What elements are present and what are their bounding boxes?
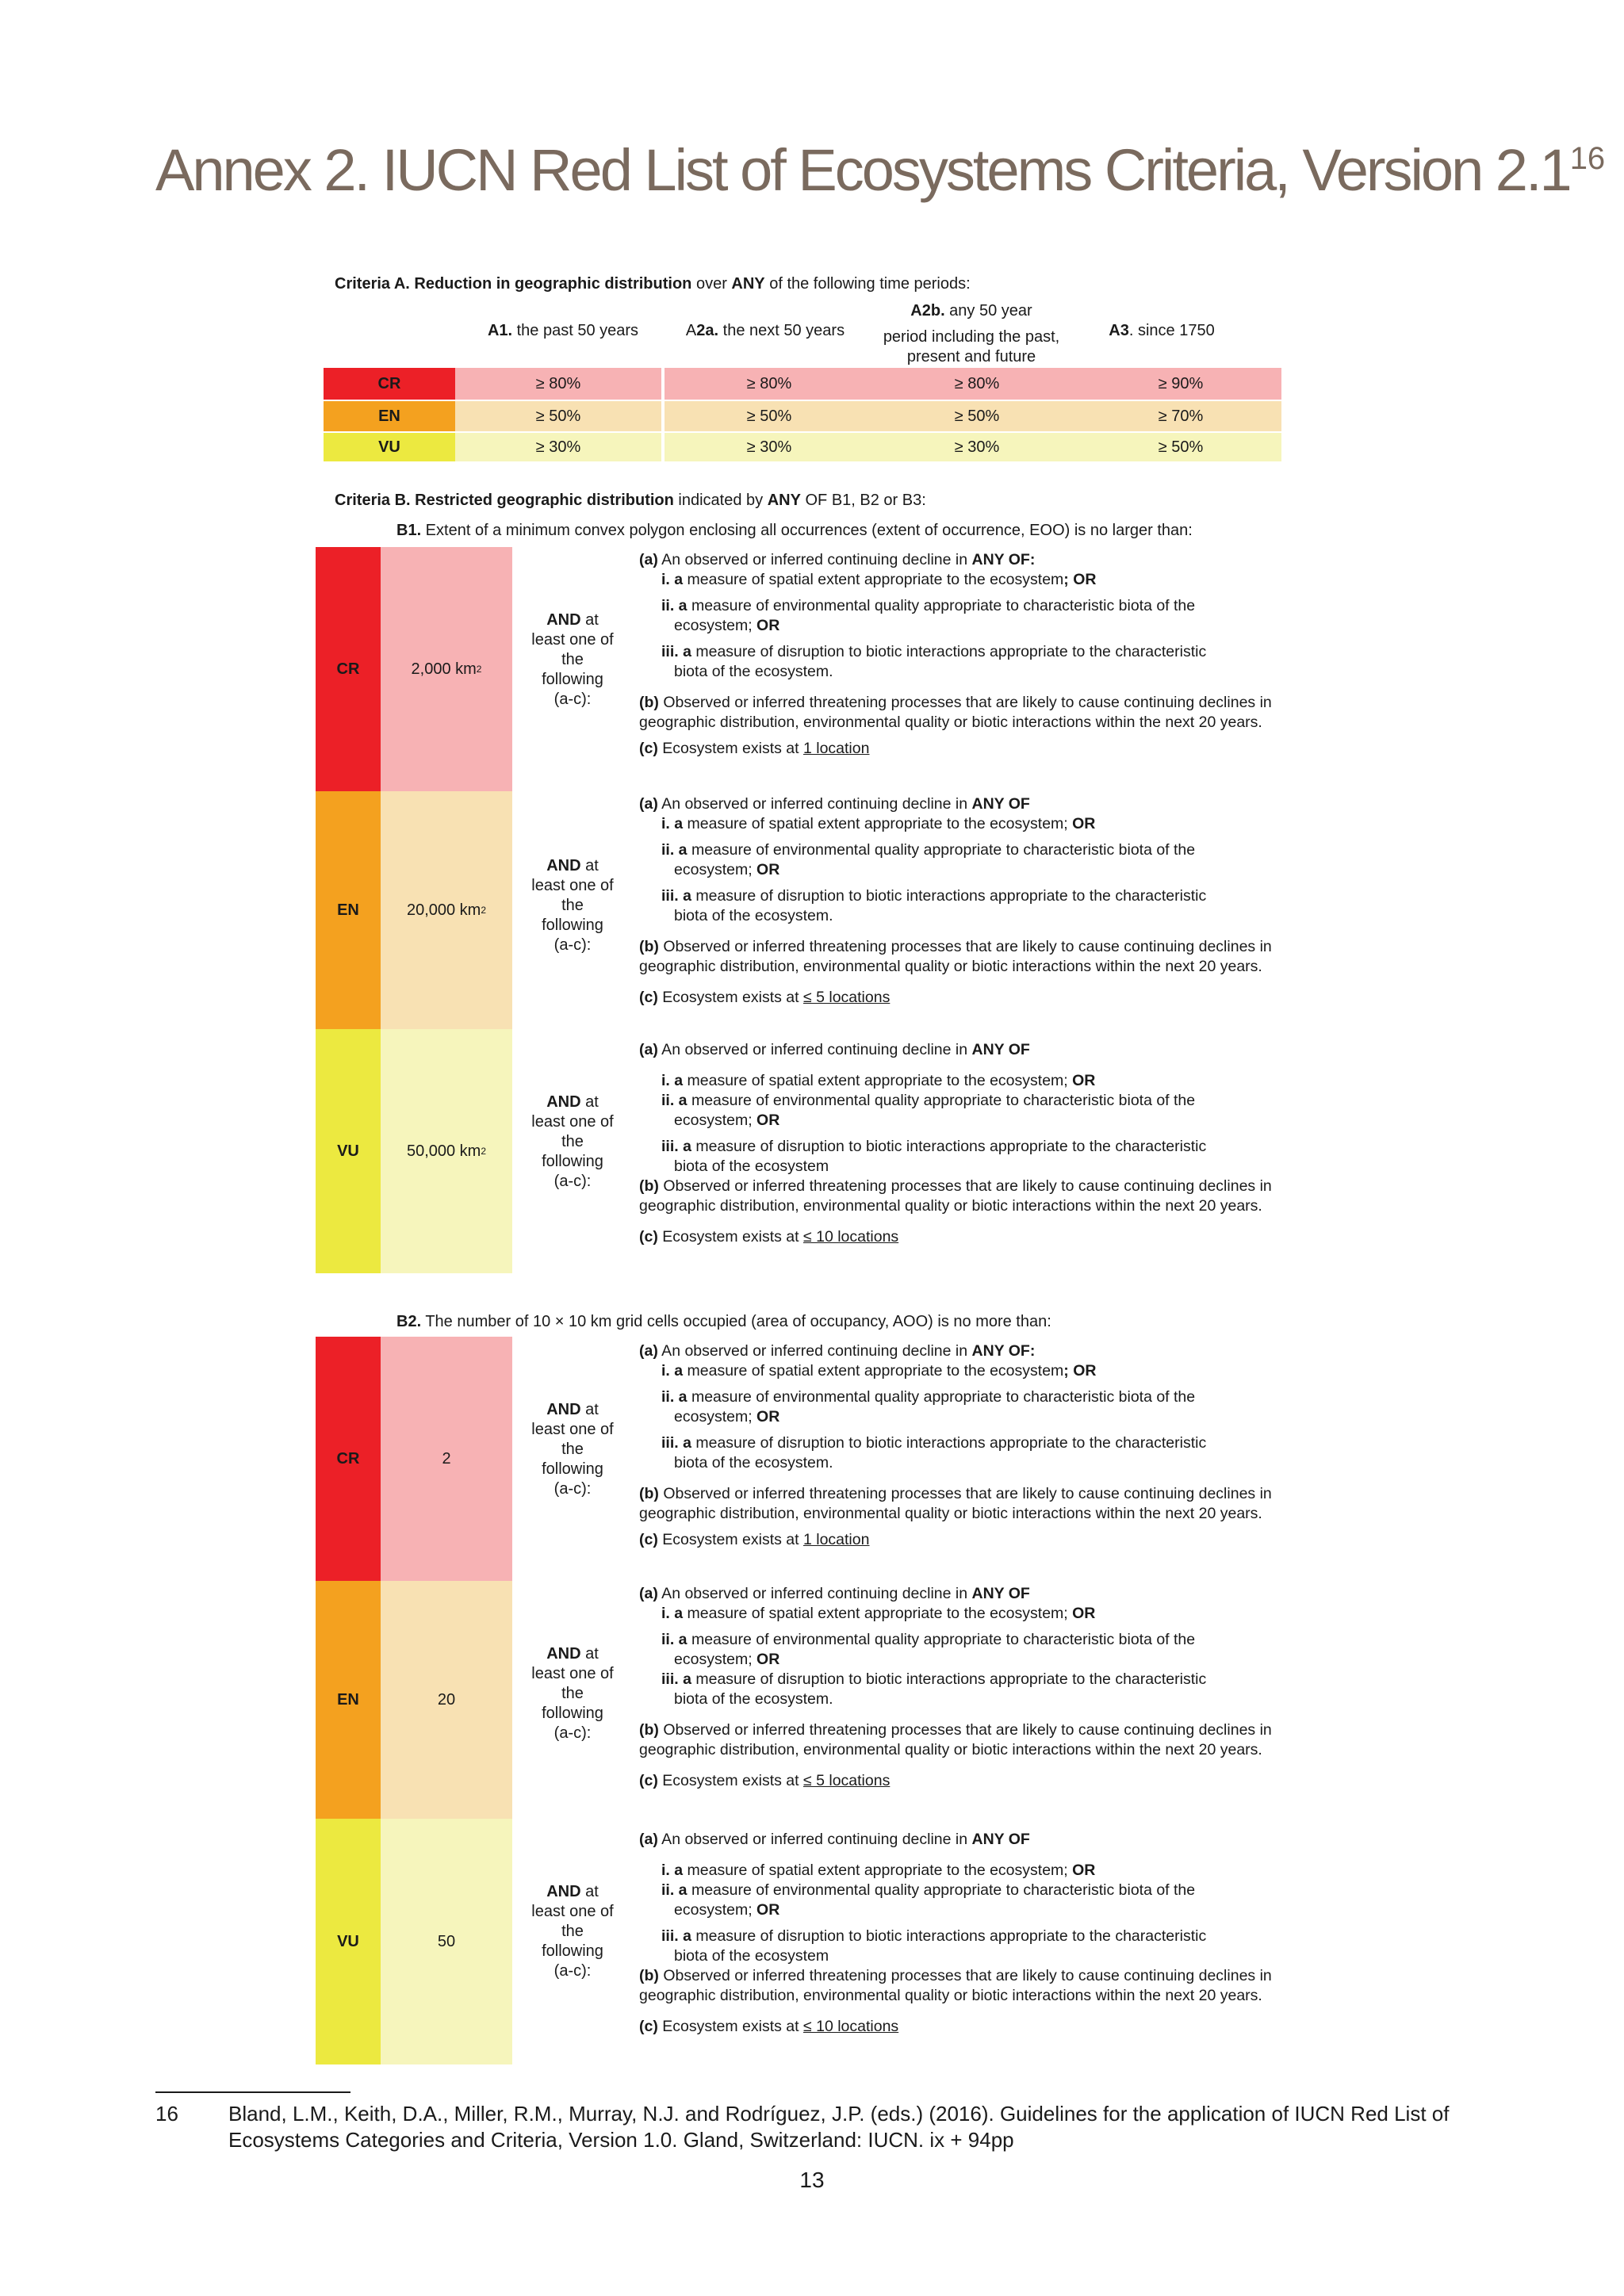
footnote-text: Bland, L.M., Keith, D.A., Miller, R.M., Murray, N.J. and Rodríguez, J.P. (eds.) (2016). Guidelines for the application of IUCN Red List of Ecosystems Categories and Criteria, Version 1.0. Gland, Switzerland: IUCN. ix + 94pp [228, 2102, 1450, 2152]
value-cell: ≥ 80% [535, 374, 581, 392]
b2-label: B2. The number of 10 × 10 km grid cells occupied (area of occupancy, AOO) is no more than: [396, 1313, 1051, 1330]
b2-category-cr: CR [316, 1337, 381, 1581]
b1-category-en: EN [316, 791, 381, 1029]
value-cell: ≥ 50% [535, 407, 581, 425]
and-at-least-one: AND at least one of the following (a-c): [531, 1401, 614, 1498]
and-at-least-one: AND at least one of the following (a-c): [531, 857, 614, 954]
criteria-a-row-cr [324, 368, 1281, 400]
b1-threshold-cr: 2,000 km 2 [381, 547, 512, 791]
value-cell: ≥ 50% [1158, 438, 1204, 456]
footnote-ref: 16 [1569, 141, 1606, 176]
and-at-least-one: AND at least one of the following (a-c): [531, 1093, 614, 1190]
b1-category-cr: CR [316, 547, 381, 791]
b2-threshold-cr: 2 [381, 1337, 512, 1581]
b1-cr-conditions: (a) An observed or inferred continuing decline in ANY OF: i. a measure of spatial extent appropriate to the ecosystem; OR ii. a measure of environmental quality appropriate to characteristic biota of the ecosystem; OR iii. a measure of disruption to biotic interactions appropriate to the characteristic biota of the ecosystem. (b) Observed or inferred threatening processes that are likely to cause continuing declines in geographic distribution, environmental quality or biotic interactions within the next 20 years. (c) Ecosystem exists at 1 location [639, 551, 1272, 757]
b1-threshold-en: 20,000 km 2 [381, 791, 512, 1029]
value-cell: ≥ 80% [954, 374, 1000, 392]
criteria-a-row-en [324, 401, 1281, 431]
b2-category-vu: VU [316, 1819, 381, 2064]
b1-en-conditions: (a) An observed or inferred continuing decline in ANY OF i. a measure of spatial extent appropriate to the ecosystem; OR ii. a measure of environmental quality appropriate to characteristic biota of the ecosystem; OR iii. a measure of disruption to biotic interactions appropriate to the characteristic biota of the ecosystem. (b) Observed or inferred threatening processes that are likely to cause continuing declines in geographic distribution, environmental quality or biotic interactions within the next 20 years. (c) Ecosystem exists at ≤ 5 locations [639, 795, 1272, 1006]
b1-vu-conditions: (a) An observed or inferred continuing decline in ANY OF i. a measure of spatial extent appropriate to the ecosystem; OR ii. a measure of environmental quality appropriate to characteristic biota of the ecosystem; OR iii. a measure of disruption to biotic interactions appropriate to the characteristic biota of the ecosystem (b) Observed or inferred threatening processes that are likely to cause continuing declines in geographic distribution, environmental quality or biotic interactions within the next 20 years. (c) Ecosystem exists at ≤ 10 locations [639, 1041, 1272, 1246]
b2-threshold-vu: 50 [381, 1819, 512, 2064]
criteria-a-heading: Criteria A. Reduction in geographic distribution over ANY of the following time periods: [335, 275, 971, 293]
category-en: EN [324, 401, 455, 431]
col-header-a1: A1. the past 50 years [487, 322, 639, 339]
b1-label: B1. Extent of a minimum convex polygon enclosing all occurrences (extent of occurrence, EOO) is no larger than: [396, 522, 1193, 539]
value-cell: ≥ 90% [1158, 374, 1204, 392]
b2-vu-conditions: (a) An observed or inferred continuing decline in ANY OF i. a measure of spatial extent appropriate to the ecosystem; OR ii. a measure of environmental quality appropriate to characteristic biota of the ecosystem; OR iii. a measure of disruption to biotic interactions appropriate to the characteristic biota of the ecosystem (b) Observed or inferred threatening processes that are likely to cause continuing declines in geographic distribution, environmental quality or biotic interactions within the next 20 years. (c) Ecosystem exists at ≤ 10 locations [639, 1831, 1272, 2035]
category-vu: VU [324, 433, 455, 461]
value-cell: ≥ 30% [954, 438, 1000, 456]
value-cell: ≥ 70% [1158, 407, 1204, 425]
criteria-a-row-vu [324, 433, 1281, 461]
col-header-a2b: A2b. any 50 year period including the past, present and future [883, 302, 1060, 365]
value-cell: ≥ 50% [954, 407, 1000, 425]
footnote-rule [155, 2091, 350, 2093]
criteria-b-heading: Criteria B. Restricted geographic distribution indicated by ANY OF B1, B2 or B3: [335, 492, 926, 509]
b2-threshold-en: 20 [381, 1581, 512, 1819]
page-title: Annex 2. IUCN Red List of Ecosystems Criteria, Version $2.1^{16}$ [155, 137, 1606, 203]
b1-category-vu: VU [316, 1029, 381, 1273]
b2-category-en: EN [316, 1581, 381, 1819]
category-cr: CR [324, 368, 455, 400]
b2-cr-conditions: (a) An observed or inferred continuing decline in ANY OF: i. a measure of spatial extent appropriate to the ecosystem; OR ii. a measure of environmental quality appropriate to characteristic biota of the ecosystem; OR iii. a measure of disruption to biotic interactions appropriate to the characteristic biota of the ecosystem. (b) Observed or inferred threatening processes that are likely to cause continuing declines in geographic distribution, environmental quality or biotic interactions within the next 20 years. (c) Ecosystem exists at 1 location [639, 1342, 1272, 1548]
page-number: 13 [799, 2168, 825, 2192]
col-header-a2a: A2a. the next 50 years [685, 322, 845, 339]
value-cell: ≥ 50% [746, 407, 792, 425]
and-at-least-one: AND at least one of the following (a-c): [531, 1645, 614, 1742]
value-cell: ≥ 80% [746, 374, 792, 392]
col-header-a3: A3. since 1750 [1109, 322, 1215, 339]
b2-en-conditions: (a) An observed or inferred continuing decline in ANY OF i. a measure of spatial extent appropriate to the ecosystem; OR ii. a measure of environmental quality appropriate to characteristic biota of the ecosystem; OR iii. a measure of disruption to biotic interactions appropriate to the characteristic biota of the ecosystem. (b) Observed or inferred threatening processes that are likely to cause continuing declines in geographic distribution, environmental quality or biotic interactions within the next 20 years. (c) Ecosystem exists at ≤ 5 locations [639, 1585, 1272, 1789]
value-cell: ≥ 30% [746, 438, 792, 456]
footnote-number: 16 [155, 2102, 178, 2126]
value-cell: ≥ 30% [535, 438, 581, 456]
and-at-least-one: AND at least one of the following (a-c): [531, 611, 614, 708]
b1-threshold-vu: 50,000 km 2 [381, 1029, 512, 1273]
and-at-least-one: AND at least one of the following (a-c): [531, 1883, 614, 1980]
